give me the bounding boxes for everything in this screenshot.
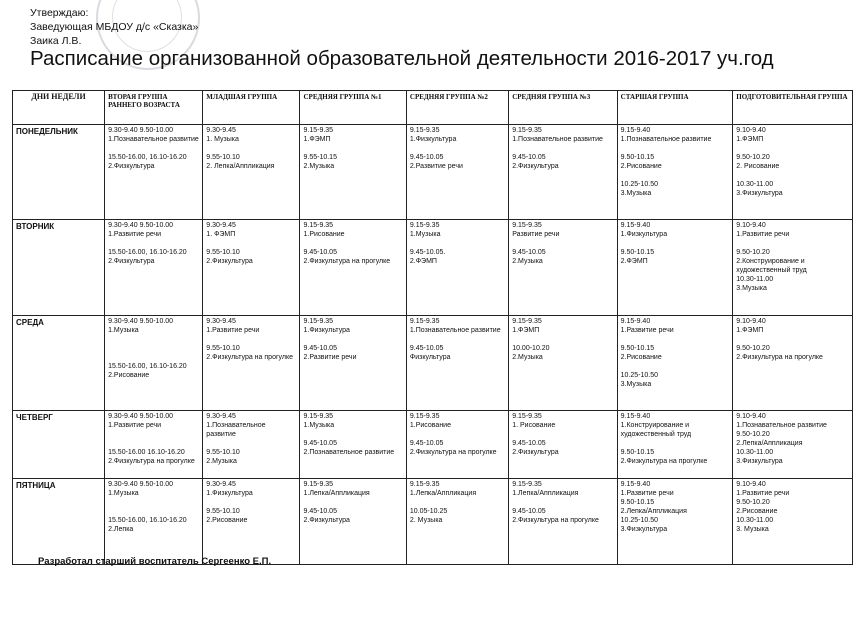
schedule-cell [733,411,853,479]
schedule-cell-text: 9.30-9.45 1.Физкультура 9.55-10.10 2.Рисование [206,481,253,524]
schedule-cell-text: 9.30-9.40 9.50-10.00 1.Музыка 15.50-16.00, 16.10-16.20 2.Лепка [108,481,187,533]
schedule-cell-text: 9.10-9.40 1.Развитие речи 9.50-10.20 2.Конструирование и художественный труд 10.30-11.00 3.Музыка [736,222,807,292]
column-header-group: ВТОРАЯ ГРУППА РАННЕГО ВОЗРАСТА [105,91,203,125]
schedule-cell-text: 9.15-9.40 1.Конструирование и художественный труд 9.50-10.15 2.Физкультура на прогулке [620,413,708,465]
schedule-cell [105,411,203,479]
column-header-group: СТАРШАЯ ГРУППА [617,91,733,125]
schedule-cell [203,479,300,565]
approval-line-1: Утверждаю: [30,7,89,19]
schedule-cell [733,220,853,316]
schedule-cell-text: 9.30-9.40 9.50-10.00 1.Музыка 15.50-16.00, 16.10-16.20 2.Рисование [108,318,187,379]
author-note: Разработал старший воспитатель Сергеенко Е.П. [38,556,272,567]
schedule-cell [105,220,203,316]
schedule-cell [617,411,733,479]
schedule-cell [617,125,733,220]
schedule-cell-text: 9.15-9.40 1.Развитие речи 9.50-10.15 2.Рисование 10.25-10.50 3.Музыка [620,318,674,388]
schedule-cell [300,125,406,220]
schedule-cell-text: 9.15-9.35 1.Физкультура 9.45-10.05 2.Развитие речи [409,127,463,170]
schedule-cell [509,411,617,479]
schedule-cell [203,316,300,411]
schedule-cell-text: 9.30-9.40 9.50-10.00 1.Познавательное развитие 15.50-16.00, 16.10-16.20 2.Физкультура [108,127,199,170]
table-row [13,220,853,316]
schedule-cell [105,125,203,220]
schedule-cell [617,479,733,565]
day-cell: ПОНЕДЕЛЬНИК [13,125,105,220]
schedule-cell [105,479,203,565]
table-row [13,316,853,411]
schedule-cell-text: 9.10-9.40 1.Познавательное развитие 9.50-10.20 2.Лепка/Аппликация 10.30-11.00 3.Физкультура [736,413,827,465]
schedule-cell [203,220,300,316]
schedule-cell-text: 9.30-9.40 9.50-10.00 1.Развитие речи 15.50-16.00, 16.10-16.20 2.Физкультура [108,222,187,265]
schedule-cell [300,411,406,479]
column-header-group: СРЕДНЯЯ ГРУППА №2 [406,91,508,125]
schedule-cell [509,220,617,316]
schedule-cell-text: 9.15-9.35 1.Лепка/Аппликация 10.05-10.25 2. Музыка [409,481,477,524]
schedule-table [12,90,853,565]
schedule-cell-text: 9.15-9.35 1.Физкультура 9.45-10.05 2.Развитие речи [303,318,357,361]
schedule-cell [406,125,508,220]
schedule-cell [406,411,508,479]
schedule-cell-text: 9.15-9.35 1.Познавательное развитие 9.45-10.05 Физкультура [409,318,501,361]
schedule-cell [406,479,508,565]
schedule-cell-text: 9.15-9.35 1.Музыка 9.45-10.05 2.Познавательное развитие [303,413,395,456]
schedule-cell [733,479,853,565]
schedule-cell-text: 9.15-9.35 1.Рисование 9.45-10.05 2.Физкультура на прогулке [409,413,497,456]
schedule-cell [203,411,300,479]
schedule-cell-text: 9.15-9.40 1.Физкультура 9.50-10.15 2.ФЭМП [620,222,668,265]
day-cell: ПЯТНИЦА [13,479,105,565]
schedule-cell [509,316,617,411]
schedule-cell-text: 9.10-9.40 1.ФЭМП 9.50-10.20 2. Рисование 10.30-11.00 3.Физкультура [736,127,783,197]
schedule-cell-text: 9.15-9.35 1.ФЭМП 9.55-10.15 2.Музыка [303,127,337,170]
schedule-cell [406,220,508,316]
approval-block [30,6,198,48]
table-row [13,125,853,220]
schedule-cell [300,479,406,565]
column-header-group: МЛАДШАЯ ГРУППА [203,91,300,125]
schedule-cell [300,220,406,316]
schedule-cell-text: 9.10-9.40 1.Развитие речи 9.50-10.20 2.Рисование 10.30-11.00 3. Музыка [736,481,790,533]
schedule-cell-text: 9.30-9.45 1. ФЭМП 9.55-10.10 2.Физкультура [206,222,253,265]
schedule-cell-text: 9.15-9.35 1.Лепка/Аппликация 9.45-10.05 2.Физкультура [303,481,370,524]
schedule-cell [105,316,203,411]
schedule-cell-text: 9.15-9.35 1.Лепка/Аппликация 9.45-10.05 2.Физкультура на прогулке [512,481,599,524]
schedule-cell-text: 9.30-9.45 1.Развитие речи 9.55-10.10 2.Физкультура на прогулке [206,318,293,361]
day-cell: СРЕДА [13,316,105,411]
approval-line-2: Заведующая МБДОУ д/с «Сказка» [30,21,199,33]
schedule-cell-text: 9.15-9.35 Развитие речи 9.45-10.05 2.Музыка [512,222,560,265]
schedule-cell-text: 9.30-9.45 1. Музыка 9.55-10.10 2. Лепка/Аппликация [206,127,275,170]
header-row [13,91,853,125]
day-cell: ВТОРНИК [13,220,105,316]
schedule-cell [509,479,617,565]
schedule-cell-text: 9.15-9.35 1.Познавательное развитие 9.45-10.05 2.Физкультура [512,127,603,170]
schedule-cell [300,316,406,411]
schedule-cell-text: 9.30-9.40 9.50-10.00 1.Развитие речи 15.50-16.00 16.10-16.20 2.Физкультура на прогулке [108,413,195,465]
schedule-cell-text: 9.15-9.35 1.ФЭМП 10.00-10.20 2.Музыка [512,318,550,361]
schedule-cell [733,125,853,220]
day-cell: ЧЕТВЕРГ [13,411,105,479]
schedule-cell [406,316,508,411]
column-header-days: ДНИ НЕДЕЛИ [13,91,105,125]
page-title: Расписание организованной образовательной деятельности 2016-2017 уч.год [30,47,774,70]
schedule-cell [203,125,300,220]
table-row [13,479,853,565]
schedule-cell-text: 9.15-9.40 1.Познавательное развитие 9.50-10.15 2.Рисование 10.25-10.50 3.Музыка [620,127,712,197]
schedule-cell [617,316,733,411]
column-header-group: СРЕДНЯЯ ГРУППА №3 [509,91,617,125]
column-header-group: СРЕДНЯЯ ГРУППА №1 [300,91,406,125]
column-header-group: ПОДГОТОВИТЕЛЬНАЯ ГРУППА [733,91,853,125]
approval-line-3: Заика Л.В. [30,35,82,47]
schedule-cell-text: 9.15-9.40 1.Развитие речи 9.50-10.15 2.Лепка/Аппликация 10.25-10.50 3.Физкультура [620,481,687,533]
schedule-cell-text: 9.30-9.45 1.Познавательное развитие 9.55-10.10 2.Музыка [206,413,266,465]
schedule-cell-text: 9.15-9.35 1.Рисование 9.45-10.05 2.Физкультура на прогулке [303,222,391,265]
schedule-cell-text: 9.15-9.35 1.Музыка 9.45-10.05. 2.ФЭМП [409,222,446,265]
schedule-cell [509,125,617,220]
schedule-cell-text: 9.15-9.35 1. Рисование 9.45-10.05 2.Физкультура [512,413,559,456]
schedule-cell [733,316,853,411]
schedule-cell-text: 9.10-9.40 1.ФЭМП 9.50-10.20 2.Физкультура на прогулке [736,318,823,361]
schedule-cell [617,220,733,316]
table-row [13,411,853,479]
